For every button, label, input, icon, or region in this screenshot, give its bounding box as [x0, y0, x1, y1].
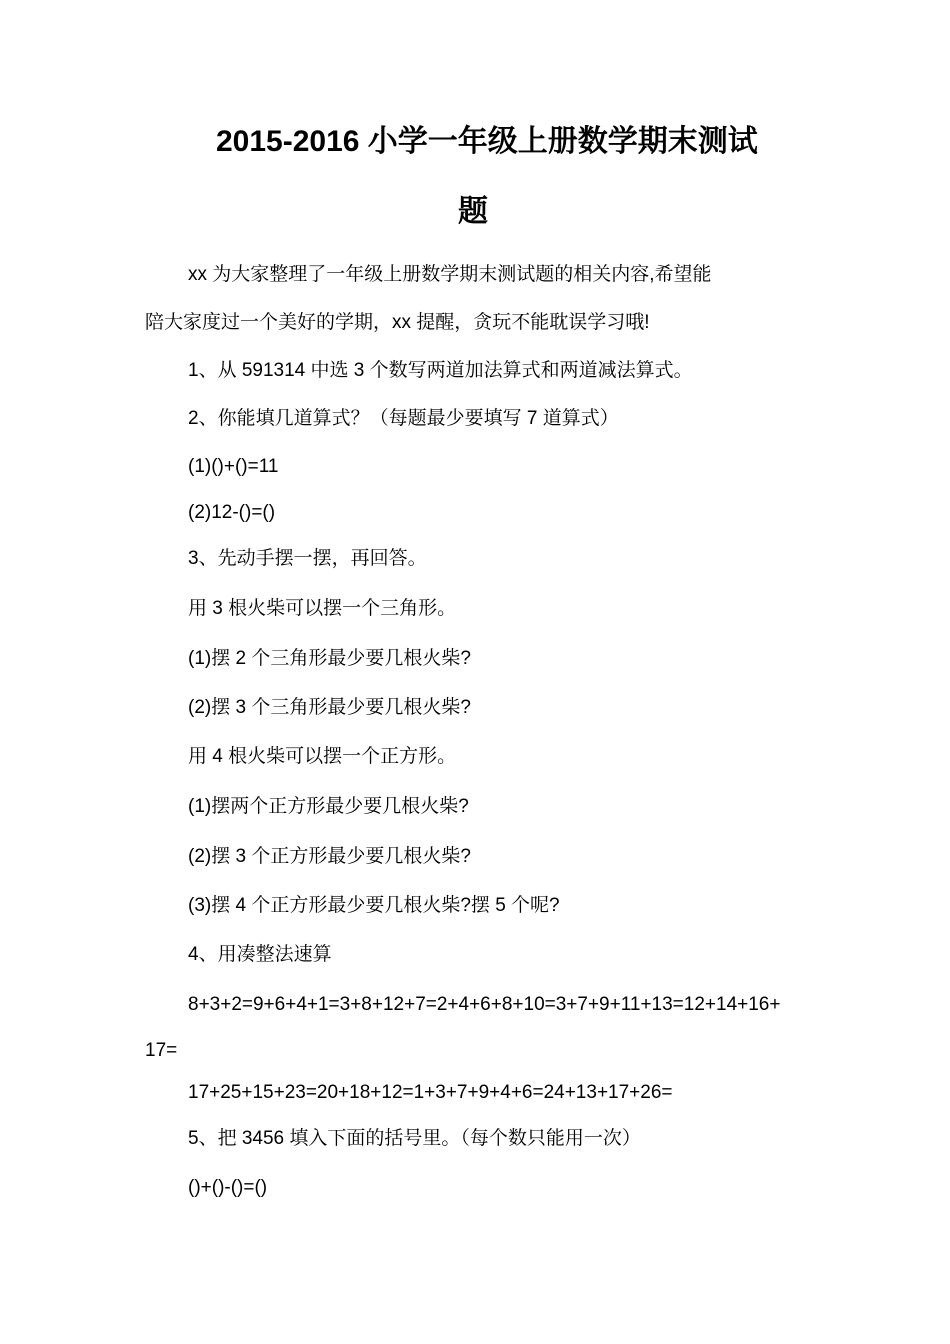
intro-paragraph-continued: 陪大家度过一个美好的学期，xx 提醒，贪玩不能耽误学习哦! — [145, 312, 650, 333]
question-3-part-a: 用 3 根火柴可以摆一个三角形。 — [188, 598, 457, 619]
intro-paragraph: xx 为大家整理了一年级上册数学期末测试题的相关内容,希望能 — [188, 264, 712, 285]
question-2-item-2: (2)12-()=() — [188, 502, 276, 523]
question-3-part-b: 用 4 根火柴可以摆一个正方形。 — [188, 746, 457, 767]
question-4-expressions: 8+3+2=9+6+4+1=3+8+12+7=2+4+6+8+10=3+7+9+11+13=12+14+16+ — [188, 994, 781, 1015]
question-3-part-a-item-1: (1)摆 2 个三角形最少要几根火柴? — [188, 648, 471, 669]
document-title: 2015-2016 小学一年级上册数学期末测试 — [216, 125, 758, 158]
question-5-item-1: ()+()-()=() — [188, 1177, 268, 1198]
question-3-part-b-item-1: (1)摆两个正方形最少要几根火柴? — [188, 796, 469, 817]
question-3: 3、先动手摆一摆，再回答。 — [188, 548, 427, 569]
question-3-part-b-item-3: (3)摆 4 个正方形最少要几根火柴?摆 5 个呢? — [188, 895, 560, 916]
question-2-item-1: (1)()+()=11 — [188, 456, 279, 477]
question-4-expressions-2: 17+25+15+23=20+18+12=1+3+7+9+4+6=24+13+17+26= — [188, 1082, 673, 1103]
question-4-expressions-continued: 17= — [145, 1040, 178, 1061]
question-2: 2、你能填几道算式？（每题最少要填写 7 道算式） — [188, 408, 619, 429]
question-4: 4、用凑整法速算 — [188, 944, 332, 965]
question-5: 5、把 3456 填入下面的括号里。（每个数只能用一次） — [188, 1128, 641, 1149]
question-3-part-b-item-2: (2)摆 3 个正方形最少要几根火柴? — [188, 846, 471, 867]
question-1: 1、从 591314 中选 3 个数写两道加法算式和两道减法算式。 — [188, 360, 693, 381]
document-title-continued: 题 — [458, 195, 488, 228]
question-3-part-a-item-2: (2)摆 3 个三角形最少要几根火柴? — [188, 697, 471, 718]
